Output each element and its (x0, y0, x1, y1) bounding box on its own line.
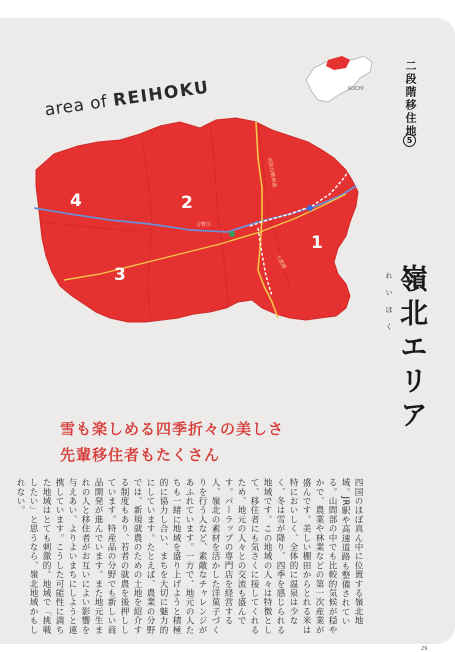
zone-number-1: 1 (311, 233, 323, 253)
zone-number-3: 3 (114, 265, 126, 285)
area-label-name: REIHOKU (111, 77, 211, 111)
river-label: 吉野川 (196, 222, 212, 228)
area-label-prefix: area of (43, 91, 109, 121)
road-marker-icon (307, 205, 313, 211)
kochi-inset-map (300, 50, 380, 110)
series-label: 二段階移住地 (404, 60, 417, 138)
body-text: 四国のほぼ真ん中に位置する嶺北地域。JR駅や高速道路も整備されている。山間部の中でも比較的気候が穏やかで、農業や林業などの第一次産業が盛んです。美しい棚田からとれる米は特においしく、全体的に温泉は少なく、冬は雪が降り、四季を感じられる地域です。この地域の人々は特徴として、移住者にも気さくに接してくれるため、地元の人々との交流も盛んです。パーラップの専門店を経営する人、嶺北の素材を活かした洋菓子づくりを行う人など、素敵なチャレンジがあふれています。一方で、地元の人たちも一緒に地域を盛り上げようと積極的に協力し合い、まちを大切に魅力的にしています。たとえば、農業の分野では、新規就農のための土地を紹介する制度もあり、若者の就農を後押ししています。特産品の分野でも新しい商品開発が進んでいます。また地元生まれの人と移住者がお互いによい影響を与えあい、よりよいまちにしようと連携しています。こうした可能性に満ちた地域はとても刺激的。地域で「挑戦したい」と思うなら、嶺北地域かもしれない。 (15, 478, 363, 635)
zone-number-2: 2 (181, 193, 193, 213)
region-ruby: れいほく (385, 272, 393, 340)
subheading-2: 先輩移住者もたくさん (60, 446, 221, 464)
inset-label: KOCHI (348, 86, 364, 92)
road-marker-icon (229, 231, 235, 237)
region-fill (36, 118, 358, 322)
zone-number-4: 4 (70, 191, 82, 211)
page-spread (0, 18, 455, 652)
expressway-label: 高知自動車道 (266, 157, 278, 188)
region-title: 嶺北エリア (396, 264, 429, 434)
route-label: 大豊線 (274, 254, 287, 271)
page-number: 29 (421, 646, 428, 652)
series-number: 5 (403, 134, 416, 147)
subheading-1: 雪も楽しめる四季折々の美しさ (60, 420, 285, 438)
